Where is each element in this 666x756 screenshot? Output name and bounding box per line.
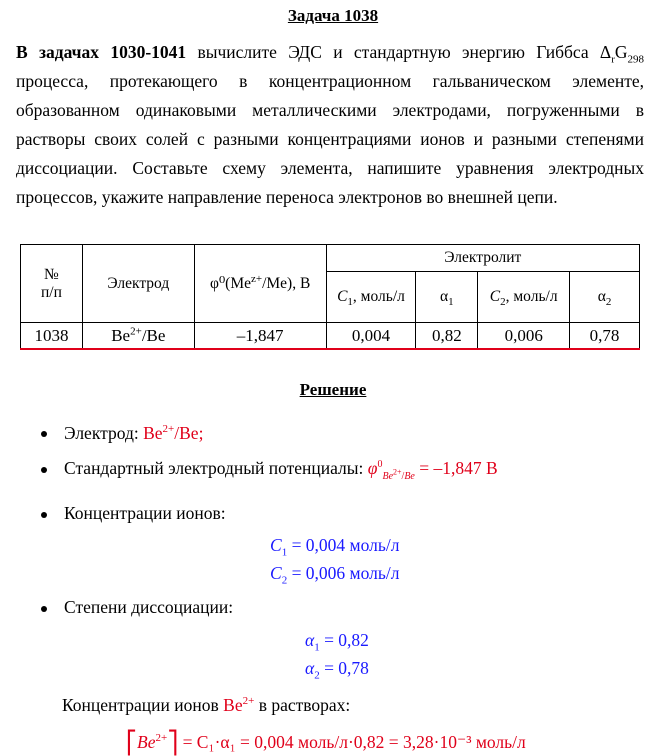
solution-title: Решение (299, 380, 367, 399)
c2-equation: $C_2 = 0,006$ моль/л (270, 563, 400, 587)
potential-tail: /Me), В (262, 275, 311, 292)
cell-a1: 0,82 (416, 323, 478, 350)
electrode-line (64, 423, 203, 444)
bullet-icon (41, 467, 47, 473)
header-c2 (478, 272, 570, 323)
c1-unit: , моль/л (352, 288, 405, 305)
a2-equation-value: = 0,78 (319, 658, 369, 678)
ion-conc-line (62, 695, 350, 716)
data-table (20, 244, 640, 350)
c1-symbol: C (337, 288, 348, 305)
problem-statement (16, 38, 644, 212)
electrode-sup: 2+ (130, 324, 142, 337)
electrode-value: Be (143, 423, 163, 443)
cell-electrode (82, 323, 194, 350)
electrode-tail: /Be (141, 325, 166, 345)
concentrations-label: Концентрации ионов: (64, 503, 226, 523)
c2-equation-value: = 0,006 моль/л (287, 563, 400, 583)
c2-sub: 2 (500, 296, 506, 309)
c2-unit: , моль/л (505, 288, 558, 305)
statement-text: вычислите ЭДС и стандартную энергию Гиббса Δ (186, 42, 612, 62)
c1-equation: $C_1 = 0,004$ моль/л (270, 535, 400, 559)
a2-sub: 2 (605, 296, 612, 309)
ion-conc-ion: Be (223, 695, 243, 715)
electrode-label: Электрод: (64, 423, 144, 443)
potential-formula: $\varphi^0_{Be^{2+}/Be}$ (367, 458, 415, 482)
potential-sup: z+ (250, 272, 263, 285)
a1-sub: 1 (448, 296, 454, 309)
bullet-icon (41, 512, 47, 518)
c1-equation-value: = 0,004 моль/л (287, 535, 400, 555)
ion-conc-label: Концентрации ионов (62, 695, 224, 715)
cell-potential: –1,847 (194, 323, 326, 350)
header-electrode: Электрод (82, 245, 194, 323)
potential-head: φ⁰(Me (210, 275, 251, 292)
potential-value: = –1,847 В (414, 458, 498, 478)
electrode-value-sup: 2+ (162, 423, 175, 436)
a2-equation: $\alpha_2 = 0,78$ (305, 658, 369, 682)
header-a2 (570, 272, 640, 323)
gibbs-sub-r: r (611, 53, 615, 66)
electrode-value-tail: /Be; (174, 423, 204, 443)
c2-symbol: C (489, 288, 501, 305)
cell-c1: 0,004 (326, 323, 416, 350)
potential-label: Стандартный электродный потенциалы: (64, 458, 368, 478)
ion-conc-tail: в растворах: (254, 695, 351, 715)
a1-symbol: α (440, 288, 449, 305)
a1-equation: $\alpha_1 = 0,82$ (305, 630, 369, 654)
gibbs-sub-298: 298 (627, 53, 644, 66)
header-num: № п/п (21, 245, 83, 323)
statement-text-rest: процесса, протекающего в концентрационном гальваническом элементе, образованном одинаковыми металлическими электродами, погруженными в растворы своих солей с разными концентрациями ионов и разными степенями диссоциации. Составьте схему элемента, напишите уравнения электродных процессов, укажите направление переноса электронов во внешней цепи. (16, 71, 644, 207)
c1-sub: 1 (347, 296, 353, 309)
problem-lead: В задачах 1030-1041 (16, 42, 187, 62)
cell-a2: 0,78 (570, 323, 640, 350)
a2-symbol: α (597, 288, 606, 305)
cell-num: 1038 (21, 323, 83, 350)
header-c1 (326, 272, 416, 323)
final-equation-value: = C₁·α₁ = 0,004 моль/л·0,82 = 3,28·10⁻³ моль/л (178, 732, 526, 752)
final-equation: $⎡Be^{2+}⎤ = C_1\cdot\alpha_1 = 0,004$ моль/л·0,82 = 3,28·10⁻³ моль/л (126, 730, 526, 755)
dissociation-label: Степени диссоциации: (64, 597, 234, 617)
potential-line (64, 458, 498, 482)
bullet-icon (41, 431, 47, 437)
problem-title: Задача 1038 (287, 6, 379, 25)
bullet-icon (41, 606, 47, 612)
electrode-base: Be (111, 325, 131, 345)
header-potential (194, 245, 326, 323)
header-electrolyte: Электролит (326, 245, 639, 272)
gibbs-g: G (614, 42, 628, 62)
ion-conc-sup: 2+ (242, 695, 255, 708)
a1-equation-value: = 0,82 (319, 630, 369, 650)
header-a1 (416, 272, 478, 323)
cell-c2: 0,006 (478, 323, 570, 350)
